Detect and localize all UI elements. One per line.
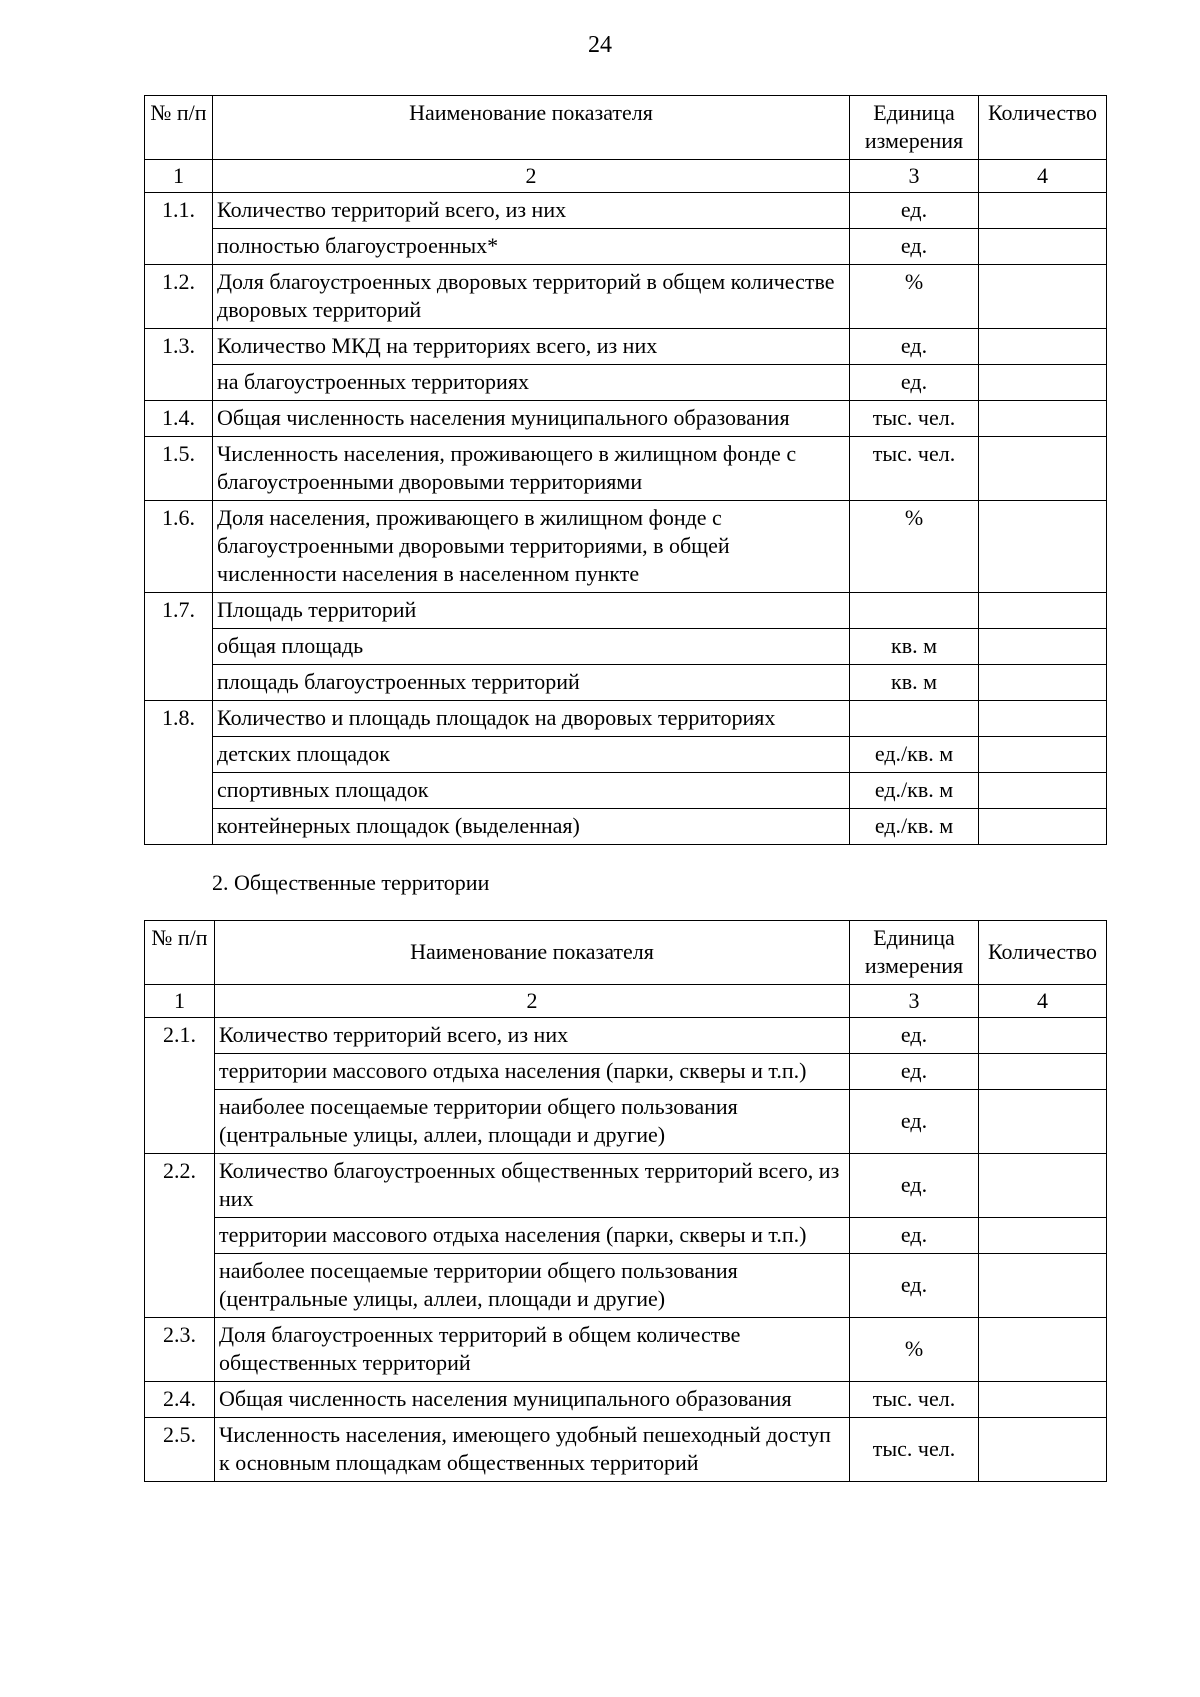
row-quantity bbox=[979, 401, 1107, 437]
table-row bbox=[145, 629, 1107, 665]
row-unit: ед. bbox=[850, 1054, 979, 1090]
row-quantity bbox=[979, 1418, 1107, 1482]
row-name: спортивных площадок bbox=[213, 773, 850, 809]
row-quantity bbox=[979, 1090, 1107, 1154]
row-number: 2.2. bbox=[145, 1154, 215, 1318]
row-name: Доля благоустроенных дворовых территорий в общем количестве дворовых территорий bbox=[213, 265, 850, 329]
header-qty: Количество bbox=[979, 921, 1107, 985]
row-unit bbox=[850, 701, 979, 737]
row-name: Количество МКД на территориях всего, из них bbox=[213, 329, 850, 365]
row-number: 1.5. bbox=[145, 437, 213, 501]
table-header-row bbox=[145, 921, 1107, 985]
row-name: Численность населения, проживающего в жилищном фонде с благоустроенными дворовыми территориями bbox=[213, 437, 850, 501]
row-quantity bbox=[979, 1018, 1107, 1054]
row-unit bbox=[850, 593, 979, 629]
row-number: 1.4. bbox=[145, 401, 213, 437]
index-cell: 3 bbox=[850, 985, 979, 1018]
table-row bbox=[145, 501, 1107, 593]
table-row bbox=[145, 365, 1107, 401]
row-quantity bbox=[979, 773, 1107, 809]
row-name: Численность населения, имеющего удобный пешеходный доступ к основным площадкам общественных территорий bbox=[215, 1418, 850, 1482]
row-quantity bbox=[979, 1054, 1107, 1090]
index-cell: 2 bbox=[213, 160, 850, 193]
index-cell: 1 bbox=[145, 160, 213, 193]
table-row bbox=[145, 1054, 1107, 1090]
row-number: 2.4. bbox=[145, 1382, 215, 1418]
row-number: 2.3. bbox=[145, 1318, 215, 1382]
header-num: № п/п bbox=[145, 921, 215, 985]
table-row bbox=[145, 1254, 1107, 1318]
row-number: 1.8. bbox=[145, 701, 213, 845]
row-quantity bbox=[979, 1382, 1107, 1418]
row-unit: тыс. чел. bbox=[850, 437, 979, 501]
row-quantity bbox=[979, 1254, 1107, 1318]
row-number: 1.2. bbox=[145, 265, 213, 329]
table-index-row bbox=[145, 160, 1107, 193]
table-header-row bbox=[145, 96, 1107, 160]
row-unit: ед. bbox=[850, 1254, 979, 1318]
row-name: Доля благоустроенных территорий в общем количестве общественных территорий bbox=[215, 1318, 850, 1382]
table-row bbox=[145, 1018, 1107, 1054]
table-row bbox=[145, 1218, 1107, 1254]
row-name: Количество территорий всего, из них bbox=[213, 193, 850, 229]
table-row bbox=[145, 737, 1107, 773]
table-row bbox=[145, 329, 1107, 365]
row-name: полностью благоустроенных* bbox=[213, 229, 850, 265]
row-quantity bbox=[979, 1218, 1107, 1254]
row-unit: ед. bbox=[850, 193, 979, 229]
indicators-table-yard bbox=[144, 95, 1107, 845]
table-row bbox=[145, 809, 1107, 845]
row-name: Общая численность населения муниципального образования bbox=[215, 1382, 850, 1418]
row-unit: ед./кв. м bbox=[850, 737, 979, 773]
row-number: 1.1. bbox=[145, 193, 213, 265]
table-row bbox=[145, 1382, 1107, 1418]
header-name: Наименование показателя bbox=[215, 921, 850, 985]
table-row bbox=[145, 773, 1107, 809]
row-number: 1.3. bbox=[145, 329, 213, 401]
row-number: 2.1. bbox=[145, 1018, 215, 1154]
row-unit: % bbox=[850, 501, 979, 593]
row-name: Количество благоустроенных общественных территорий всего, из них bbox=[215, 1154, 850, 1218]
row-unit: тыс. чел. bbox=[850, 1418, 979, 1482]
header-num: № п/п bbox=[145, 96, 213, 160]
index-cell: 3 bbox=[850, 160, 979, 193]
table-row bbox=[145, 401, 1107, 437]
table-row bbox=[145, 193, 1107, 229]
row-quantity bbox=[979, 629, 1107, 665]
table-row bbox=[145, 1418, 1107, 1482]
header-unit: Единица измерения bbox=[850, 96, 979, 160]
page-number: 24 bbox=[588, 32, 612, 58]
row-unit: ед. bbox=[850, 1090, 979, 1154]
indicators-table-public bbox=[144, 920, 1107, 1482]
row-unit: % bbox=[850, 1318, 979, 1382]
table-index-row bbox=[145, 985, 1107, 1018]
row-name: Доля населения, проживающего в жилищном фонде с благоустроенными дворовыми территориями, в общей численности населения в населенном пункте bbox=[213, 501, 850, 593]
section-title: 2. Общественные территории bbox=[212, 870, 490, 895]
row-unit: ед./кв. м bbox=[850, 809, 979, 845]
header-qty: Количество bbox=[979, 96, 1107, 160]
index-cell: 4 bbox=[979, 160, 1107, 193]
table-row bbox=[145, 1318, 1107, 1382]
row-unit: ед. bbox=[850, 1218, 979, 1254]
table-row bbox=[145, 1090, 1107, 1154]
row-unit: тыс. чел. bbox=[850, 401, 979, 437]
row-name: Количество и площадь площадок на дворовых территориях bbox=[213, 701, 850, 737]
table-row bbox=[145, 1154, 1107, 1218]
row-quantity bbox=[979, 365, 1107, 401]
index-cell: 1 bbox=[145, 985, 215, 1018]
row-quantity bbox=[979, 593, 1107, 629]
row-name: на благоустроенных территориях bbox=[213, 365, 850, 401]
row-name: наиболее посещаемые территории общего пользования (центральные улицы, аллеи, площади и другие) bbox=[215, 1254, 850, 1318]
row-quantity bbox=[979, 193, 1107, 229]
row-unit: ед. bbox=[850, 365, 979, 401]
row-quantity bbox=[979, 809, 1107, 845]
row-name: наиболее посещаемые территории общего пользования (центральные улицы, аллеи, площади и другие) bbox=[215, 1090, 850, 1154]
table-row bbox=[145, 665, 1107, 701]
index-cell: 2 bbox=[215, 985, 850, 1018]
row-quantity bbox=[979, 701, 1107, 737]
row-quantity bbox=[979, 1154, 1107, 1218]
table-row bbox=[145, 229, 1107, 265]
row-number: 1.6. bbox=[145, 501, 213, 593]
table-row bbox=[145, 701, 1107, 737]
row-name: контейнерных площадок (выделенная) bbox=[213, 809, 850, 845]
row-unit: % bbox=[850, 265, 979, 329]
table-row bbox=[145, 593, 1107, 629]
row-name: площадь благоустроенных территорий bbox=[213, 665, 850, 701]
header-name: Наименование показателя bbox=[213, 96, 850, 160]
row-quantity bbox=[979, 437, 1107, 501]
row-quantity bbox=[979, 737, 1107, 773]
row-unit: кв. м bbox=[850, 665, 979, 701]
row-name: территории массового отдыха населения (парки, скверы и т.п.) bbox=[215, 1054, 850, 1090]
row-number: 1.7. bbox=[145, 593, 213, 701]
row-quantity bbox=[979, 501, 1107, 593]
row-name: территории массового отдыха населения (парки, скверы и т.п.) bbox=[215, 1218, 850, 1254]
row-name: детских площадок bbox=[213, 737, 850, 773]
table-row bbox=[145, 265, 1107, 329]
row-name: общая площадь bbox=[213, 629, 850, 665]
row-unit: тыс. чел. bbox=[850, 1382, 979, 1418]
row-unit: ед./кв. м bbox=[850, 773, 979, 809]
row-unit: ед. bbox=[850, 1154, 979, 1218]
row-quantity bbox=[979, 329, 1107, 365]
row-quantity bbox=[979, 265, 1107, 329]
row-unit: ед. bbox=[850, 229, 979, 265]
row-unit: кв. м bbox=[850, 629, 979, 665]
row-name: Площадь территорий bbox=[213, 593, 850, 629]
row-name: Общая численность населения муниципального образования bbox=[213, 401, 850, 437]
index-cell: 4 bbox=[979, 985, 1107, 1018]
row-number: 2.5. bbox=[145, 1418, 215, 1482]
row-unit: ед. bbox=[850, 1018, 979, 1054]
row-quantity bbox=[979, 665, 1107, 701]
row-quantity bbox=[979, 229, 1107, 265]
row-unit: ед. bbox=[850, 329, 979, 365]
header-unit: Единица измерения bbox=[850, 921, 979, 985]
row-quantity bbox=[979, 1318, 1107, 1382]
row-name: Количество территорий всего, из них bbox=[215, 1018, 850, 1054]
table-row bbox=[145, 437, 1107, 501]
